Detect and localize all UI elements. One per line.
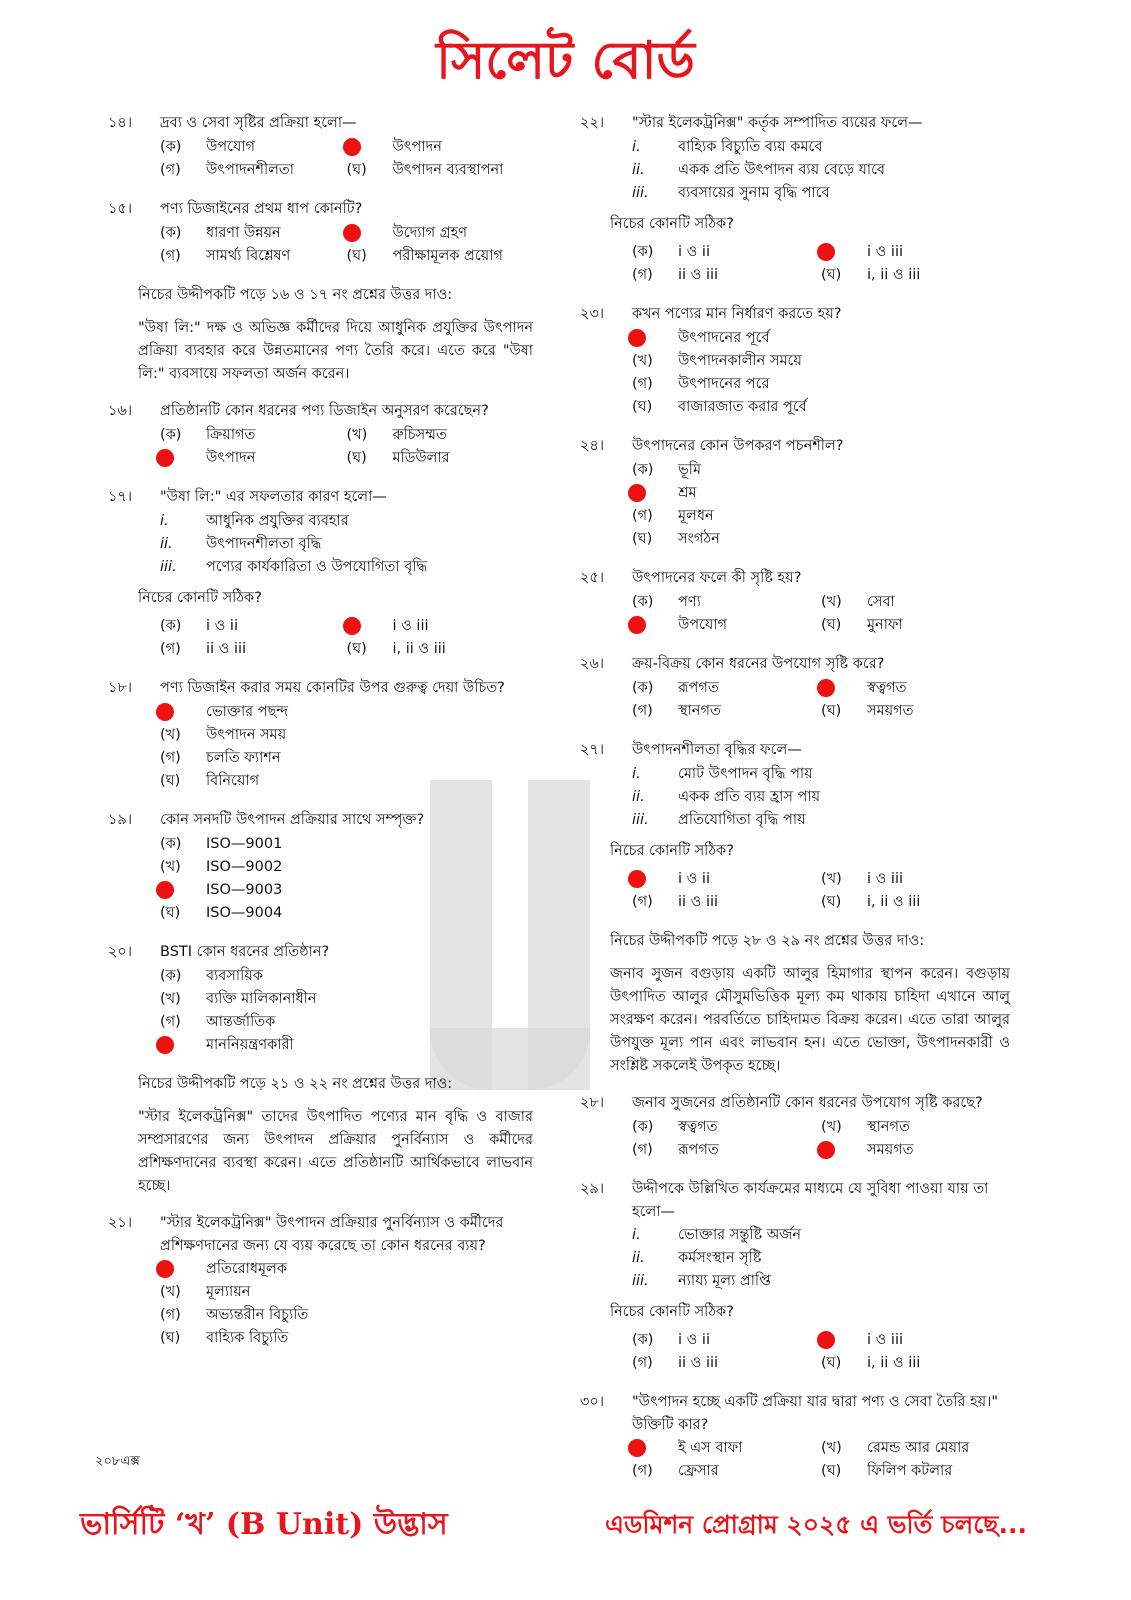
option-ga: (গ) আন্তর্জাতিক: [160, 1014, 276, 1030]
option-gha: (ঘ) ফিলিপ কটলার: [821, 1463, 953, 1479]
option-kha: (খ) রুচিসম্মত: [346, 427, 447, 443]
option-ka: i ও ii: [632, 868, 821, 891]
question-17: ১৭। "উষা লি:" এর সফলতার কারণ হলো— i. আধুনিক প্রযুক্তির ব্যবহার ii. উৎপাদনশীলতা বৃদ্ধি iii. পণ্যের কার্যকারিতা ও উপযোগিতা বৃদ্ধি নিচের কোনটি সঠিক? (ক) i ও ii i ও iii (গ) ii ও iii (ঘ) i, ii ও iii: [108, 486, 533, 661]
option-gha: (ঘ) ISO—9004: [160, 905, 283, 921]
option-ga: (গ) মূলধন: [632, 508, 714, 524]
option-ka: ই এস বাফা: [632, 1437, 821, 1460]
instruction: নিচের উদ্দীপকটি পড়ে ২১ ও ২২ নং প্রশ্নের উত্তর দাও:: [138, 1076, 453, 1092]
option-ga: (গ) ii ও iii: [160, 641, 247, 657]
question-24: ২৪। উৎপাদনের কোন উপকরণ পচনশীল? (ক) ভূমি শ্রম (গ) মূলধন (ঘ) সংগঠন: [580, 435, 1010, 551]
option-ka: (ক) ভূমি: [632, 462, 702, 478]
option-kha: (খ) স্থানগত: [821, 1119, 910, 1135]
option-gha: (ঘ) সময়গত: [821, 703, 914, 719]
option-gha: (ঘ) বাজারজাত করার পূর্বে: [632, 399, 807, 415]
option-gha: (ঘ) i, ii ও iii: [821, 894, 921, 910]
answer-mark: [817, 679, 835, 697]
option-ka: (ক) ব্যবসায়িক: [160, 968, 263, 984]
question-number: ১৪।: [108, 115, 133, 131]
answer-mark: [343, 138, 361, 156]
option-gha: (ঘ) i, ii ও iii: [821, 267, 921, 283]
answer-mark: [156, 1036, 174, 1054]
option-ka: (ক) পণ্য: [632, 594, 701, 610]
option-gha: (ঘ) বিনিয়োগ: [160, 773, 260, 789]
left-column: [108, 112, 533, 1366]
option-kha: (খ) উৎপাদন সময়: [160, 727, 287, 743]
option-ka: (ক) ক্রিয়াগত: [160, 427, 256, 443]
option-gha: সময়গত: [821, 1139, 1010, 1162]
question-22: ২২। "স্টার ইলেকট্রনিক্স" কর্তৃক সম্পাদিত ব্যয়ের ফলে— i. বাহ্যিক বিচ্যুতি ব্যয় কমবে ii. একক প্রতি উৎপাদন ব্যয় বেড়ে যাবে iii. ব্যবসায়ের সুনাম বৃদ্ধি পাবে নিচের কোনটি সঠিক? (ক) i ও ii i ও iii (গ) ii ও iii (ঘ) i, ii ও iii: [580, 112, 1010, 287]
option-ga: (গ) চলতি ফ্যাশন: [160, 750, 281, 766]
question-text: দ্রব্য ও সেবা সৃষ্টির প্রক্রিয়া হলো—: [160, 115, 357, 131]
option-ga: উপযোগ: [632, 614, 821, 637]
answer-mark: [156, 881, 174, 899]
option-ga: (গ) উৎপাদনশীলতা: [160, 162, 294, 178]
which-correct: নিচের কোনটি সঠিক?: [610, 1304, 734, 1320]
question-28: ২৮। জনাব সুজনের প্রতিষ্ঠানটি কোন ধরনের উপযোগ সৃষ্টি করছে? (ক) স্বত্বগত (খ) স্থানগত (গ) রূপগত সময়গত: [580, 1092, 1010, 1162]
option-ga: (গ) ii ও iii: [632, 894, 719, 910]
question-27: ২৭। উৎপাদনশীলতা বৃদ্ধির ফলে— i. মোট উৎপাদন বৃদ্ধি পায় ii. একক প্রতি ব্যয় হ্রাস পায় iii. প্রতিযোগিতা বৃদ্ধি পায় নিচের কোনটি সঠিক? i ও ii (খ) i ও iii (গ) ii ও iii (ঘ) i, ii ও iii: [580, 739, 1010, 914]
option-gha: (ঘ) উৎপাদন ব্যবস্থাপনা: [346, 162, 504, 178]
option-ka: (ক) ধারণা উন্নয়ন: [160, 225, 281, 241]
option-ka: ভোক্তার পছন্দ: [160, 701, 533, 724]
answer-mark: [343, 617, 361, 635]
option-kha: i ও iii: [347, 615, 534, 638]
answer-mark: [628, 870, 646, 888]
option-kha: (খ) মূল্যায়ন: [160, 1284, 251, 1300]
option-ka: (ক) i ও ii: [632, 1332, 710, 1348]
question-16: ১৬। প্রতিষ্ঠানটি কোন ধরনের পণ্য ডিজাইন অনুসরণ করেছেন? (ক) ক্রিয়াগত (খ) রুচিসম্মত উৎপাদন (ঘ) মডিউলার: [108, 400, 533, 470]
option-ka: (ক) স্বত্বগত: [632, 1119, 718, 1135]
option-ga: ISO—9003: [160, 879, 533, 902]
footer-brand: ভার্সিটি ‘খ’ (B Unit) উদ্ভাস: [80, 1507, 448, 1542]
footer-promo: এডমিশন প্রোগ্রাম ২০২৫ এ ভর্তি চলছে...: [605, 1510, 1027, 1539]
option-ga: উৎপাদন: [160, 447, 347, 470]
option-kha: উদ্যোগ গ্রহণ: [347, 222, 534, 245]
question-23: ২৩। কখন পণ্যের মান নির্ধারণ করতে হয়? উৎপাদনের পূর্বে (খ) উৎপাদনকালীন সময়ে (গ) উৎপাদনের পরে (ঘ) বাজারজাত করার পূর্বে: [580, 303, 1010, 419]
option-ga: (গ) সামর্থ্য বিশ্লেষণ: [160, 248, 291, 264]
question-30: ৩০। "উৎপাদন হচ্ছে একটি প্রক্রিয়া যার দ্বারা পণ্য ও সেবা তৈরি হয়।" উক্তিটি কার? ই এস বাফা (খ) রেমন্ড আর মেয়ার (গ) ফ্রেসার (ঘ) ফিলিপ কটলার: [580, 1391, 1010, 1483]
answer-mark: [817, 1141, 835, 1159]
question-21: ২১। "স্টার ইলেকট্রনিক্স" উৎপাদন প্রক্রিয়ার পুনর্বিন্যাস ও কর্মীদের প্রশিক্ষণদানের জন্য যে ব্যয় করেছে তা কোন ধরনের ব্যয়? প্রতিরোধমূলক (খ) মূল্যায়ন (গ) অভ্যন্তরীন বিচ্যুতি (ঘ) বাহ্যিক বিচ্যুতি: [108, 1212, 533, 1350]
option-ga: (গ) ii ও iii: [632, 267, 719, 283]
option-gha: (ঘ) পরীক্ষামূলক প্রয়োগ: [346, 248, 503, 264]
option-kha: উৎপাদন: [347, 136, 534, 159]
option-kha: i ও iii: [821, 241, 1010, 264]
option-ga: (গ) উৎপাদনের পরে: [632, 376, 770, 392]
option-gha: (ঘ) মুনাফা: [821, 617, 903, 633]
page-title: সিলেট বোর্ড: [436, 30, 695, 91]
option-gha: (ঘ) সংগঠন: [632, 531, 720, 547]
question-18: ১৮। পণ্য ডিজাইন করার সময় কোনটির উপর গুরুত্ব দেয়া উচিত? ভোক্তার পছন্দ (খ) উৎপাদন সময় (গ) চলতি ফ্যাশন (ঘ) বিনিয়োগ: [108, 677, 533, 793]
which-correct: নিচের কোনটি সঠিক?: [138, 590, 262, 606]
instruction: নিচের উদ্দীপকটি পড়ে ২৮ ও ২৯ নং প্রশ্নের উত্তর দাও:: [610, 933, 925, 949]
answer-mark: [156, 703, 174, 721]
question-29: ২৯। উদ্দীপকে উল্লিখিত কার্যক্রমের মাধ্যমে যে সুবিধা পাওয়া যায় তা হলো— i. ভোক্তার সন্তুষ্টি অর্জন ii. কর্মসংস্থান সৃষ্টি iii. ন্যায্য মূল্য প্রাপ্তি নিচের কোনটি সঠিক? (ক) i ও ii i ও iii (গ) ii ও iii (ঘ) i, ii ও iii: [580, 1178, 1010, 1375]
answer-mark: [156, 1260, 174, 1278]
option-gha: (ঘ) i, ii ও iii: [346, 641, 446, 657]
option-ka: প্রতিরোধমূলক: [160, 1258, 533, 1281]
answer-mark: [628, 484, 646, 502]
question-25: ২৫। উৎপাদনের ফলে কী সৃষ্টি হয়? (ক) পণ্য (খ) সেবা উপযোগ (ঘ) মুনাফা: [580, 567, 1010, 637]
answer-mark: [156, 449, 174, 467]
question-26: ২৬। ক্রয়-বিক্রয় কোন ধরনের উপযোগ সৃষ্টি করে? (ক) রূপগত স্বত্বগত (গ) স্থানগত (ঘ) সময়গত: [580, 653, 1010, 723]
question-19: ১৯। কোন সনদটি উৎপাদন প্রক্রিয়ার সাথে সম্পৃক্ত? (ক) ISO—9001 (খ) ISO—9002 ISO—9003 (ঘ) ISO—9004: [108, 809, 533, 925]
stimulus-passage: "উষা লি:" দক্ষ ও অভিজ্ঞ কর্মীদের দিয়ে আধুনিক প্রযুক্তির উৎপাদন প্রক্রিয়া ব্যবহার করে উন্নতমানের পণ্য তৈরি করে। এতে করে "উষা লি:" ব্যবসায়ে সফলতা অর্জন করেন।: [138, 320, 533, 382]
option-kha: (খ) রেমন্ড আর মেয়ার: [821, 1440, 970, 1456]
option-kha: (খ) ISO—9002: [160, 859, 283, 875]
answer-mark: [817, 243, 835, 261]
which-correct: নিচের কোনটি সঠিক?: [610, 216, 734, 232]
answer-mark: [628, 1439, 646, 1457]
question-20: ২০। BSTI কোন ধরনের প্রতিষ্ঠান? (ক) ব্যবসায়িক (খ) ব্যক্তি মালিকানাধীন (গ) আন্তর্জাতিক মাননিয়ন্ত্রণকারী: [108, 941, 533, 1057]
option-ga: (গ) রূপগত: [632, 1142, 719, 1158]
option-kha: (খ) ব্যক্তি মালিকানাধীন: [160, 991, 317, 1007]
option-ka: (ক) i ও ii: [160, 618, 238, 634]
question-15: ১৫। পণ্য ডিজাইনের প্রথম ধাপ কোনটি? (ক) ধারণা উন্নয়ন উদ্যোগ গ্রহণ (গ) সামর্থ্য বিশ্লেষণ (ঘ) পরীক্ষামূলক প্রয়োগ: [108, 198, 533, 268]
option-gha: (ঘ) মডিউলার: [346, 450, 450, 466]
stimulus-passage: "স্টার ইলেকট্রনিক্স" তাদের উৎপাদিত পণ্যের মান বৃদ্ধি ও বাজার সম্প্রসারণের জন্য উৎপাদন প্রক্রিয়ার পুনর্বিন্যাস ও কর্মীদের প্রশিক্ষণদানের ব্যবস্থা করেন। এতে প্রতিষ্ঠানটি আর্থিকভাবে লাভবান হচ্ছে।: [138, 1109, 533, 1194]
option-gha: (ঘ) বাহ্যিক বিচ্যুতি: [160, 1330, 289, 1346]
option-ga: (গ) ii ও iii: [632, 1355, 719, 1371]
option-ka: (ক) ISO—9001: [160, 836, 283, 852]
answer-mark: [628, 616, 646, 634]
right-column: [580, 112, 1010, 1499]
option-kha: (খ) সেবা: [821, 594, 895, 610]
option-gha: মাননিয়ন্ত্রণকারী: [160, 1034, 533, 1057]
option-kha: শ্রম: [632, 482, 1010, 505]
answer-mark: [628, 329, 646, 347]
option-ka: উৎপাদনের পূর্বে: [632, 327, 1010, 350]
option-ga: (গ) স্থানগত: [632, 703, 721, 719]
question-14: [108, 112, 533, 182]
option-kha: স্বত্বগত: [821, 677, 1010, 700]
option-kha: (খ) i ও iii: [821, 871, 904, 887]
option-kha: i ও iii: [821, 1329, 1010, 1352]
instruction: নিচের উদ্দীপকটি পড়ে ১৬ ও ১৭ নং প্রশ্নের উত্তর দাও:: [138, 287, 453, 303]
option-ga: (গ) ফ্রেসার: [632, 1463, 719, 1479]
option-ka: (ক) i ও ii: [632, 244, 710, 260]
option-ga: (গ) অভ্যন্তরীন বিচ্যুতি: [160, 1307, 309, 1323]
option-gha: (ঘ) i, ii ও iii: [821, 1355, 921, 1371]
answer-mark: [343, 224, 361, 242]
page-number: ২০৮এক্স: [95, 1454, 140, 1469]
stimulus-passage: জনাব সুজন বগুড়ায় একটি আলুর হিমাগার স্থাপন করেন। বগুড়ায় উৎপাদিত আলুর মৌসুমভিত্তিক মূল্য কম থাকায় চাহিদা এখানে আলু সংরক্ষণ করেন। পরবর্তিতে চাহিদামত বিক্রয় করেন। এতে তারা আলুর উপযুক্ত মূল্য পান এবং লাভবান হন। এতে ভোক্তা, উৎপাদনকারী ও সংশ্লিষ্ট সকলেই উপকৃত হচ্ছে।: [610, 966, 1010, 1074]
option-kha: (খ) উৎপাদনকালীন সময়ে: [632, 353, 802, 369]
answer-mark: [817, 1331, 835, 1349]
option-ka: (ক) রূপগত: [632, 680, 719, 696]
which-correct: নিচের কোনটি সঠিক?: [610, 843, 734, 859]
option-ka: (ক) উপযোগ: [160, 139, 256, 155]
